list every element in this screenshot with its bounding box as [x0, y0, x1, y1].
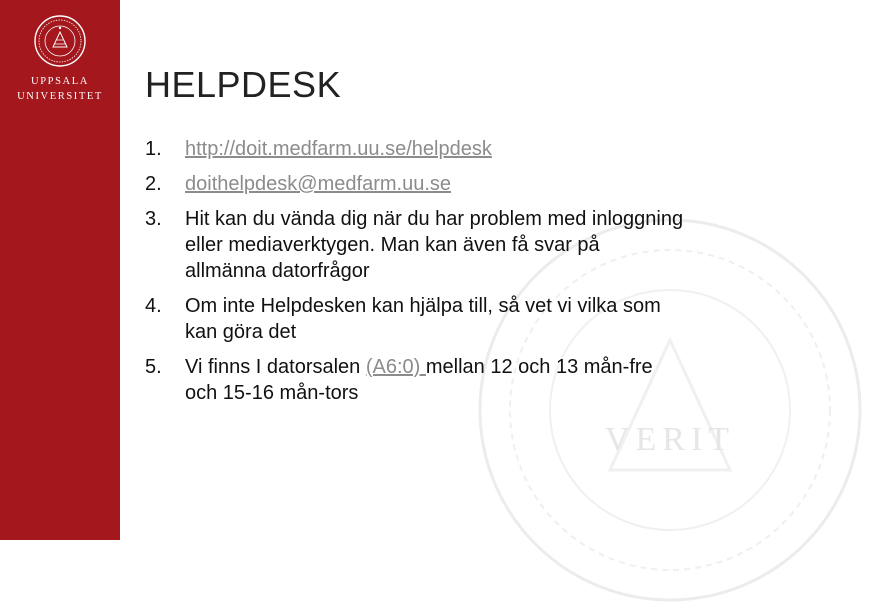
- item-number: 5.: [145, 356, 162, 378]
- item-number: 2.: [145, 173, 162, 195]
- item-text-after: mellan 12 och 13 mån-fre och 15-16 mån-tors: [185, 356, 653, 404]
- helpdesk-email-link[interactable]: doithelpdesk@medfarm.uu.se: [185, 173, 451, 195]
- item-text-before: Vi finns I datorsalen: [185, 356, 366, 378]
- watermark-text: VERIT: [604, 421, 736, 458]
- item-text: [185, 354, 685, 406]
- item-text: Om inte Helpdesken kan hjälpa till, så vet vi vilka som kan göra det: [185, 295, 661, 343]
- university-name: [0, 74, 120, 104]
- university-line-2: UNIVERSITET: [17, 91, 103, 102]
- list-item: [145, 206, 685, 284]
- helpdesk-url-link[interactable]: http://doit.medfarm.uu.se/helpdesk: [185, 138, 492, 160]
- university-line-1: UPPSALA: [31, 76, 89, 87]
- uppsala-seal-icon: [33, 14, 87, 68]
- item-text: Hit kan du vända dig när du har problem med inloggning eller mediaverktygen. Man kan även få svar på allmänna datorfrågor: [185, 208, 684, 282]
- item-number: 1.: [145, 138, 162, 160]
- sidebar: [0, 0, 120, 540]
- room-link[interactable]: (A6:0): [365, 356, 426, 378]
- list-item: [145, 171, 685, 197]
- helpdesk-list: [145, 136, 685, 415]
- list-item: [145, 136, 685, 162]
- item-number: 4.: [145, 295, 162, 317]
- item-number: 3.: [145, 208, 162, 230]
- slide-title: HELPDESK: [145, 64, 342, 105]
- list-item: [145, 354, 685, 406]
- list-item: [145, 293, 685, 345]
